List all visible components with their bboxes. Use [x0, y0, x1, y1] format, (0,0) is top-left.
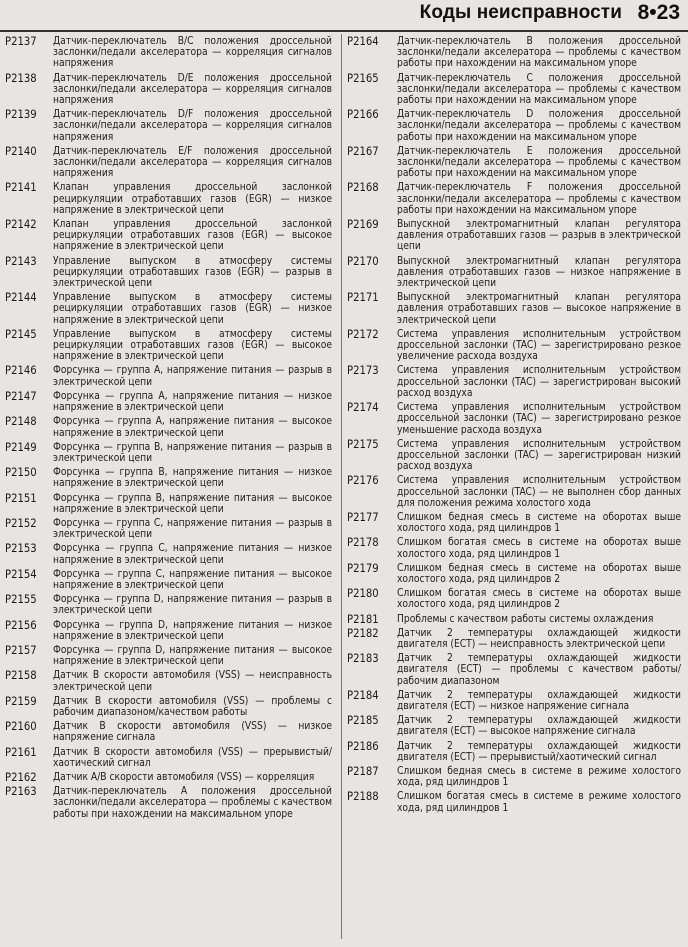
error-code: P2150 [5, 466, 37, 480]
error-description: Система управления исполнительным устройством дроссельной заслонки (TAC) — зарегистрирован низкий расход воздуха [397, 438, 681, 473]
error-description: Датчик-переключатель D/E положения дроссельной заслонки/педали акселератора — корреляция сигналов напряжения [53, 72, 332, 107]
error-code: P2159 [5, 694, 37, 708]
error-code: P2171 [347, 291, 379, 305]
code-entry [5, 721, 332, 743]
code-entry [347, 766, 681, 788]
error-code: P2138 [5, 71, 37, 85]
code-entry [347, 512, 681, 534]
error-description: Слишком богатая смесь в системе на оборотах выше холостого хода, ряд цилиндров 1 [397, 537, 681, 560]
error-code: P2166 [347, 108, 379, 122]
error-description: Слишком богатая смесь в системе на оборотах выше холостого хода, ряд цилиндров 2 [397, 588, 681, 611]
error-code: P2151 [5, 491, 37, 505]
right-column [347, 36, 681, 817]
error-description: Система управления исполнительным устройством дроссельной заслонки (TAC) — не выполнен сбор данных для положения режима холостого хода [397, 475, 681, 509]
column-divider [341, 34, 342, 939]
code-entry [347, 537, 681, 559]
code-entry [347, 653, 681, 687]
error-code: P2179 [347, 561, 379, 575]
code-entry [5, 219, 332, 253]
error-code: P2181 [347, 612, 379, 626]
error-description: Датчик-переключатель D положения дроссельной заслонки/педали акселератора — проблемы с качеством работы при нахождении на максимальном упоре [397, 109, 681, 143]
error-description: Форсунка — группа A, напряжение питания — высокое напряжение в электрической цепи [53, 416, 332, 439]
code-entry [347, 182, 681, 216]
error-code: P2157 [5, 643, 37, 657]
error-code: P2137 [5, 35, 37, 48]
error-description: Датчик 2 температуры охлаждающей жидкости двигателя (ECT) — проблемы с качеством работы/рабочим диапазоном [397, 653, 681, 687]
code-entry [347, 588, 681, 610]
code-entry [5, 772, 332, 783]
error-code: P2141 [5, 181, 37, 195]
error-code: P2145 [5, 327, 37, 341]
error-description: Слишком бедная смесь в системе на оборотах выше холостого хода, ряд цилиндров 1 [397, 511, 681, 535]
error-code: P2162 [5, 770, 37, 784]
error-description: Датчик-переключатель C положения дроссельной заслонки/педали акселератора — проблемы с качеством работы при нахождении на максимальном упоре [397, 72, 681, 107]
code-entry [5, 518, 332, 540]
error-code: P2188 [347, 790, 379, 804]
error-description: Клапан управления дроссельной заслонкой рециркуляции отработавших газов (EGR) — высокое напряжение в электрической цепи [53, 219, 332, 253]
code-entry [5, 569, 332, 591]
code-entry [347, 690, 681, 712]
error-description: Датчик-переключатель E положения дроссельной заслонки/педали акселератора — проблемы с качеством работы при нахождении на максимальном упоре [397, 145, 681, 180]
code-entry [347, 475, 681, 509]
code-entry [347, 146, 681, 180]
code-entry [5, 786, 332, 820]
error-description: Форсунка — группа D, напряжение питания — разрыв в электрической цепи [53, 594, 332, 617]
error-code: P2158 [5, 669, 37, 683]
error-description: Слишком бедная смесь в системе на оборотах выше холостого хода, ряд цилиндров 2 [397, 562, 681, 585]
code-entry [5, 329, 332, 363]
code-entry [347, 219, 681, 253]
error-description: Выпускной электромагнитный клапан регулятора давления отработавших газов — высокое напряжение в электрической цепи [397, 292, 681, 326]
page-header [0, 0, 688, 32]
code-entry [5, 543, 332, 565]
error-code: P2167 [347, 144, 379, 158]
error-code: P2186 [347, 739, 379, 753]
error-code: P2163 [5, 785, 37, 799]
error-description: Датчик 2 температуры охлаждающей жидкости двигателя (ECT) — высокое напряжение сигнала [397, 715, 681, 738]
error-code: P2174 [347, 401, 379, 415]
error-code: P2139 [5, 108, 37, 122]
error-code: P2152 [5, 516, 37, 530]
error-description: Система управления исполнительным устройством дроссельной заслонки (TAC) — зарегистрировано резкое увеличение расхода воздуха [397, 328, 681, 363]
code-entry [5, 109, 332, 143]
code-entry [347, 628, 681, 650]
error-description: Клапан управления дроссельной заслонкой рециркуляции отработавших газов (EGR) — низкое напряжение в электрической цепи [53, 182, 332, 216]
error-description: Датчик 2 температуры охлаждающей жидкости двигателя (ECT) — прерывистый/хаотический сигнал [397, 740, 681, 763]
error-description: Форсунка — группа B, напряжение питания — низкое напряжение в электрической цепи [53, 467, 332, 490]
error-code: P2173 [347, 364, 379, 378]
error-description: Форсунка — группа B, напряжение питания — высокое напряжение в электрической цепи [53, 492, 332, 515]
error-code: P2177 [347, 510, 379, 524]
error-code: P2142 [5, 218, 37, 232]
error-description: Датчик 2 температуры охлаждающей жидкости двигателя (ECT) — неисправность электрической цепи [397, 627, 681, 650]
error-code: P2180 [347, 587, 379, 601]
page-title: Коды неисправности [419, 2, 622, 23]
code-entry [347, 614, 681, 625]
error-code: P2183 [347, 652, 379, 666]
code-entry [347, 292, 681, 326]
code-entry [347, 439, 681, 473]
error-code: P2170 [347, 254, 379, 268]
error-description: Система управления исполнительным устройством дроссельной заслонки (TAC) — зарегистрирован высокий расход воздуха [397, 365, 681, 399]
left-column [5, 36, 332, 823]
error-code: P2149 [5, 440, 37, 454]
code-entry [347, 741, 681, 763]
error-description: Проблемы с качеством работы системы охлаждения [397, 613, 654, 625]
error-code: P2176 [347, 474, 379, 488]
code-entry [347, 109, 681, 143]
code-entry [5, 182, 332, 216]
code-entry [347, 715, 681, 737]
error-code: P2140 [5, 144, 37, 158]
error-code: P2175 [347, 437, 379, 451]
error-code: P2148 [5, 415, 37, 429]
error-description: Форсунка — группа C, напряжение питания — разрыв в электрической цепи [53, 517, 332, 541]
code-entry [5, 36, 332, 70]
code-entry [5, 256, 332, 290]
code-entry [5, 292, 332, 326]
error-code: P2185 [347, 714, 379, 728]
error-description: Датчик-переключатель B положения дроссельной заслонки/педали акселератора — проблемы с качеством работы при нахождении на максимальном упоре [397, 36, 681, 70]
error-description: Слишком бедная смесь в системе в режиме холостого хода, ряд цилиндров 1 [397, 765, 681, 789]
code-entry [5, 670, 332, 692]
error-description: Датчик B скорости автомобиля (VSS) — неисправность электрической цепи [53, 670, 332, 693]
error-description: Выпускной электромагнитный клапан регулятора давления отработавших газов — разрыв в электрической цепи [397, 219, 681, 253]
code-entry [347, 73, 681, 107]
error-description: Система управления исполнительным устройством дроссельной заслонки (TAC) — зарегистрировано резкое уменьшение расхода воздуха [397, 402, 681, 436]
error-code: P2146 [5, 364, 37, 378]
error-description: Датчик B скорости автомобиля (VSS) — низкое напряжение сигнала [53, 721, 332, 744]
error-description: Форсунка — группа A, напряжение питания — разрыв в электрической цепи [53, 365, 332, 388]
page-number: 8•23 [637, 1, 680, 24]
error-description: Датчик-переключатель A положения дроссельной заслонки/педали акселератора — проблемы с качеством работы при нахождении на максимальном упоре [53, 786, 332, 820]
error-code: P2168 [347, 181, 379, 195]
error-code: P2144 [5, 291, 37, 305]
code-entry [5, 416, 332, 438]
error-description: Форсунка — группа B, напряжение питания — разрыв в электрической цепи [53, 441, 332, 464]
error-code: P2161 [5, 745, 37, 759]
code-entry [347, 563, 681, 585]
error-description: Датчик A/B скорости автомобиля (VSS) — корреляция [53, 771, 315, 783]
error-code: P2155 [5, 593, 37, 607]
code-entry [5, 365, 332, 387]
error-code: P2187 [347, 764, 379, 778]
code-entry [347, 36, 681, 70]
error-description: Датчик-переключатель E/F положения дроссельной заслонки/педали акселератора — корреляция сигналов напряжения [53, 145, 332, 180]
error-code: P2160 [5, 720, 37, 734]
error-code: P2169 [347, 218, 379, 232]
error-code: P2182 [347, 626, 379, 640]
error-code: P2165 [347, 71, 379, 85]
code-entry [347, 329, 681, 363]
error-description: Форсунка — группа C, напряжение питания — низкое напряжение в электрической цепи [53, 543, 332, 566]
code-entry [347, 402, 681, 436]
code-entry [347, 256, 681, 290]
code-entry [5, 146, 332, 180]
error-code: P2178 [347, 536, 379, 550]
code-entry [347, 365, 681, 399]
error-description: Датчик-переключатель B/C положения дроссельной заслонки/педали акселератора — корреляция сигналов напряжения [53, 36, 332, 70]
error-code: P2154 [5, 567, 37, 581]
error-code: P2147 [5, 389, 37, 403]
code-entry [5, 73, 332, 107]
code-entry [347, 791, 681, 813]
error-description: Датчик B скорости автомобиля (VSS) — проблемы с рабочим диапазоном/качеством работы [53, 695, 332, 718]
code-entry [5, 696, 332, 718]
error-description: Форсунка — группа C, напряжение питания — высокое напряжение в электрической цепи [53, 568, 332, 591]
code-entry [5, 467, 332, 489]
error-code: P2156 [5, 618, 37, 632]
code-entry [5, 391, 332, 413]
error-code: P2172 [347, 327, 379, 341]
error-description: Датчик 2 температуры охлаждающей жидкости двигателя (ECT) — низкое напряжение сигнала [397, 689, 681, 712]
error-description: Датчик-переключатель D/F положения дроссельной заслонки/педали акселератора — корреляция сигналов напряжения [53, 109, 332, 143]
error-code: P2153 [5, 542, 37, 556]
error-code: P2184 [347, 688, 379, 702]
code-entry [5, 594, 332, 616]
error-description: Выпускной электромагнитный клапан регулятора давления отработавших газов — низкое напряжение в электрической цепи [397, 255, 681, 290]
error-description: Форсунка — группа D, напряжение питания — низкое напряжение в электрической цепи [53, 619, 332, 642]
code-entry [5, 620, 332, 642]
error-description: Форсунка — группа A, напряжение питания — низкое напряжение в электрической цепи [53, 390, 332, 414]
code-entry [5, 442, 332, 464]
code-entry [5, 645, 332, 667]
error-description: Датчик-переключатель F положения дроссельной заслонки/педали акселератора — проблемы с качеством работы при нахождении на максимальном упоре [397, 182, 681, 216]
error-code: P2164 [347, 35, 379, 48]
error-description: Управление выпуском в атмосферу системы рециркуляции отработавших газов (EGR) — разрыв в электрической цепи [53, 255, 332, 290]
code-entry [5, 747, 332, 769]
error-description: Управление выпуском в атмосферу системы рециркуляции отработавших газов (EGR) — высокое напряжение в электрической цепи [53, 328, 332, 363]
error-description: Форсунка — группа D, напряжение питания — высокое напряжение в электрической цепи [53, 644, 332, 668]
error-description: Датчик B скорости автомобиля (VSS) — прерывистый/хаотический сигнал [53, 746, 332, 769]
error-code: P2143 [5, 254, 37, 268]
error-description: Управление выпуском в атмосферу системы рециркуляции отработавших газов (EGR) — низкое напряжение в электрической цепи [53, 292, 332, 326]
error-description: Слишком богатая смесь в системе в режиме холостого хода, ряд цилиндров 1 [397, 791, 681, 814]
code-entry [5, 493, 332, 515]
